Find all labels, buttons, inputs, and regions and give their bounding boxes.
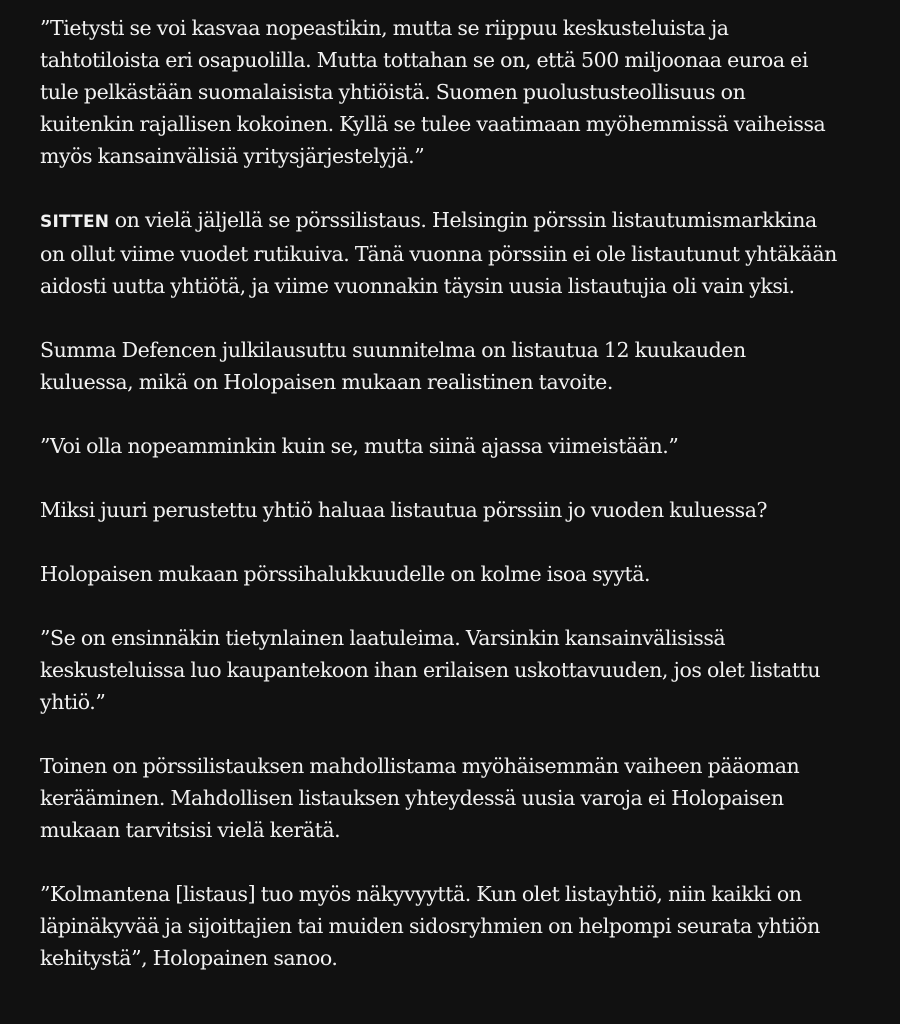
quote-paragraph-visibility: ”Kolmantena [listaus] tuo myös näkyvyyttä. Kun olet listayhtiö, niin kaikki on läpinäkyvää ja sijoittajien tai muiden sidosryhmien on helpompi seurata yhtiön kehitystä”, Holopainen sanoo. xyxy=(40,882,820,970)
paragraph-listing-market-text: on vielä jäljellä se pörssilistaus. Helsingin pörssin listautumismarkkina on ollut viime vuodet rutikuiva. Tänä vuonna pörssiin ei ole listautunut yhtäkään aidosti uutta yhtiötä, ja viime vuonnakin täysin uusia listautujia oli vain yksi. xyxy=(40,208,837,298)
paragraph-capital-raising: Toinen on pörssilistauksen mahdollistama myöhäisemmän vaiheen pääoman kerääminen. Mahdollisen listauksen yhteydessä uusia varoja ei Holopaisen mukaan tarvitsisi vielä kerätä. xyxy=(40,754,800,842)
article-body xyxy=(40,12,840,1006)
quote-paragraph-timeline: ”Voi olla nopeamminkin kuin se, mutta siinä ajassa viimeistään.” xyxy=(40,434,679,458)
quote-paragraph-growth: ”Tietysti se voi kasvaa nopeastikin, mutta se riippuu keskusteluista ja tahtotiloista eri osapuolilla. Mutta tottahan se on, että 500 miljoonaa euroa ei tule pelkästään suomalaisista yhtiöistä. Suomen puolustusteollisuus on kuitenkin rajallisen kokoinen. Kyllä se tulee vaatimaan myöhemmissä vaiheissa myös kansainvälisiä yritysjärjestelyjä.” xyxy=(40,16,826,168)
section-lead-word: SITTEN xyxy=(40,212,110,232)
paragraph-question: Miksi juuri perustettu yhtiö haluaa listautua pörssiin jo vuoden kuluessa? xyxy=(40,498,768,522)
paragraph-listing-market xyxy=(40,204,840,302)
quote-paragraph-quality-seal: ”Se on ensinnäkin tietynlainen laatuleima. Varsinkin kansainvälisissä keskusteluissa luo kaupantekoon ihan erilaisen uskottavuuden, jos olet listattu yhtiö.” xyxy=(40,626,821,714)
paragraph-listing-plan: Summa Defencen julkilausuttu suunnitelma on listautua 12 kuukauden kuluessa, mikä on Holopaisen mukaan realistinen tavoite. xyxy=(40,338,746,394)
paragraph-three-reasons: Holopaisen mukaan pörssihalukkuudelle on kolme isoa syytä. xyxy=(40,562,651,586)
